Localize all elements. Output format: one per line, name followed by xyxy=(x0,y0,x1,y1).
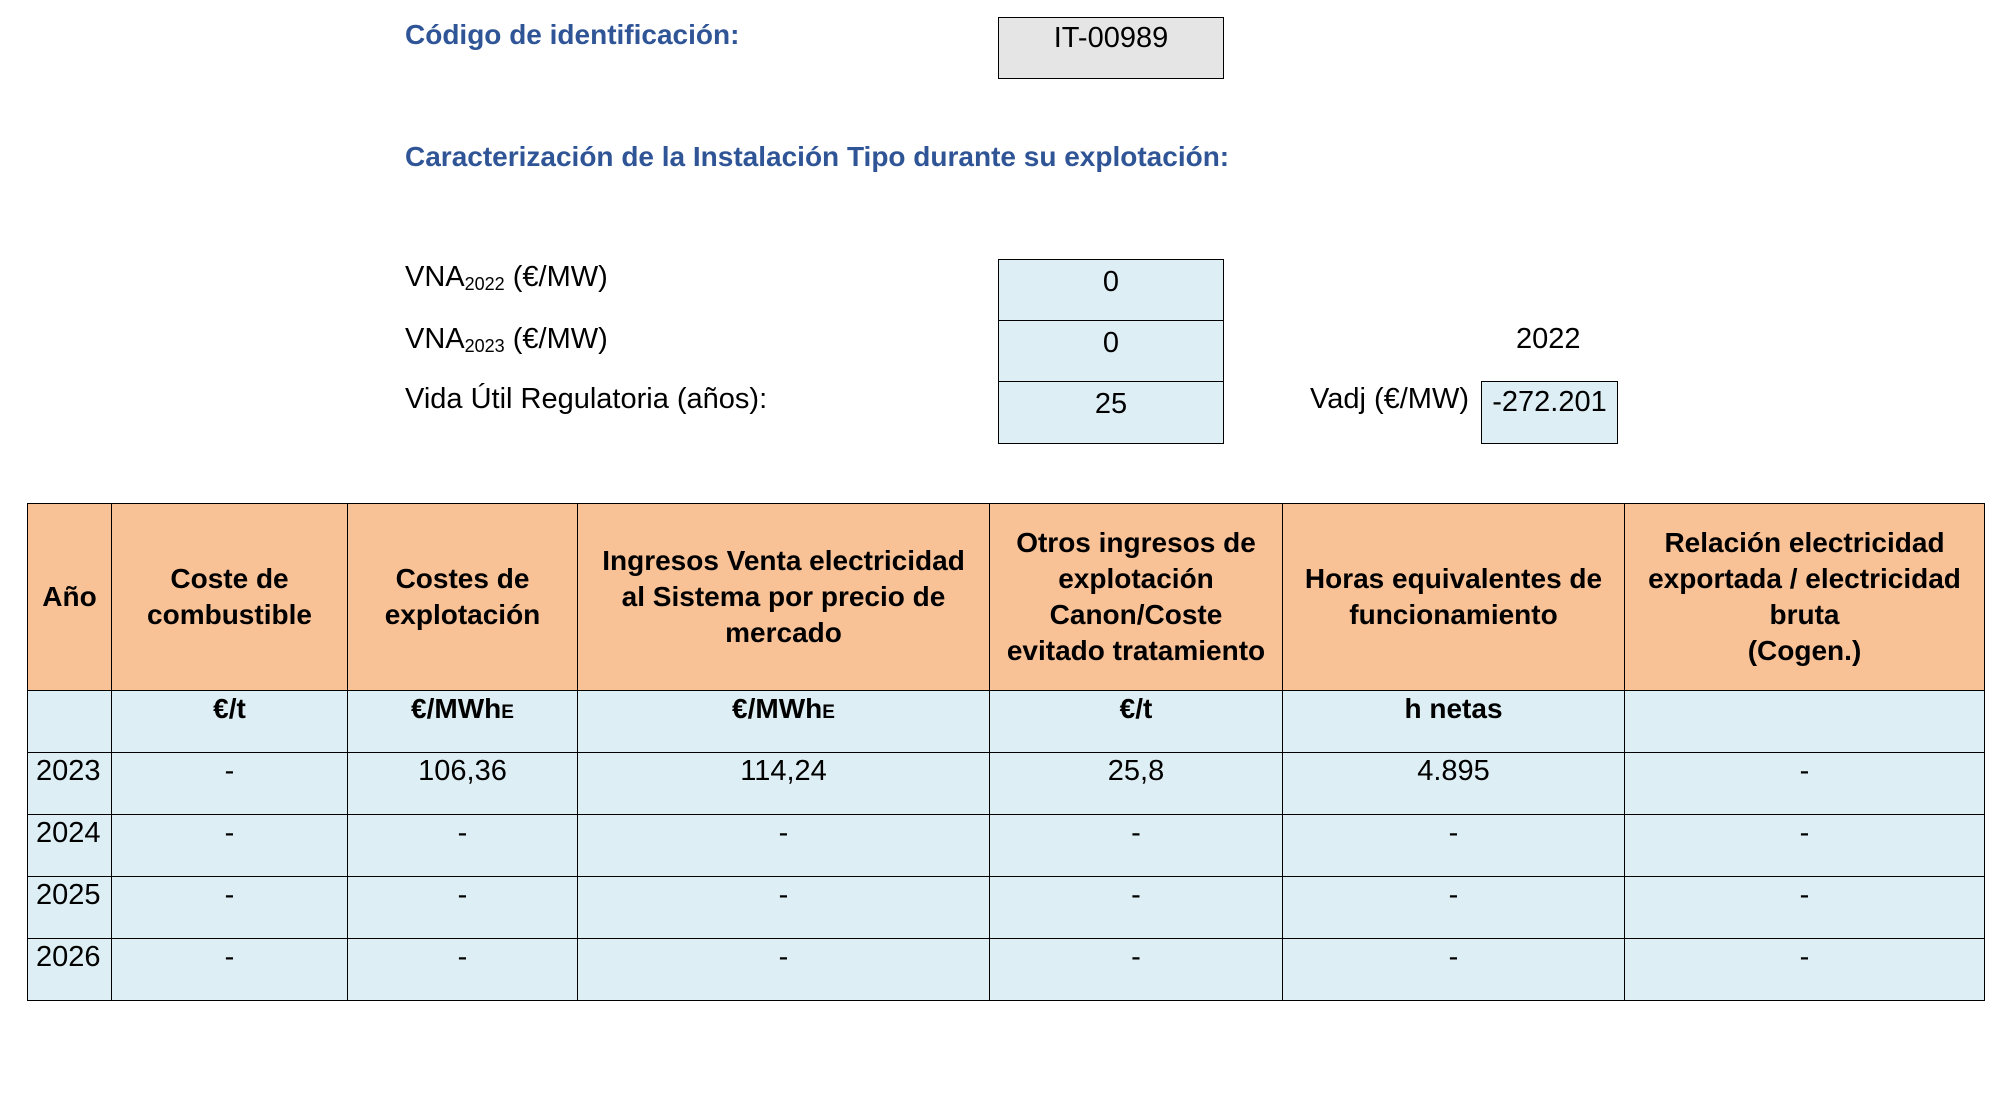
vida-util-value: 25 xyxy=(998,381,1224,444)
column-header-market-revenue: Ingresos Venta electricidad al Sistema por precio de mercado xyxy=(578,504,990,691)
table-cell: - xyxy=(578,877,990,939)
column-header-year: Año xyxy=(28,504,112,691)
table-cell: - xyxy=(112,815,348,877)
unit-cell: h netas xyxy=(1283,691,1625,753)
id-value-field: IT-00989 xyxy=(998,17,1224,79)
table-cell: - xyxy=(578,815,990,877)
unit-cell: €/MWhE xyxy=(578,691,990,753)
table-cell: - xyxy=(112,939,348,1001)
table-cell: 4.895 xyxy=(1283,753,1625,815)
table-cell: - xyxy=(1625,877,1985,939)
table-cell: - xyxy=(348,877,578,939)
vna2023-value: 0 xyxy=(998,320,1224,382)
table-cell: - xyxy=(1625,939,1985,1001)
table-cell: - xyxy=(990,939,1283,1001)
table-cell: - xyxy=(578,939,990,1001)
unit-cell: €/MWhE xyxy=(348,691,578,753)
table-row xyxy=(28,877,1985,939)
data-table xyxy=(27,503,1985,1001)
vida-util-label: Vida Útil Regulatoria (años): xyxy=(405,383,768,415)
vna2022-value: 0 xyxy=(998,259,1224,321)
table-cell: - xyxy=(1283,815,1625,877)
vadj-label: Vadj (€/MW) xyxy=(1310,383,1469,415)
reference-year: 2022 xyxy=(1516,323,1581,355)
table-row xyxy=(28,939,1985,1001)
unit-cell: €/t xyxy=(112,691,348,753)
table-cell: - xyxy=(990,877,1283,939)
column-header-electricity-ratio: Relación electricidad exportada / electricidad bruta (Cogen.) xyxy=(1625,504,1985,691)
column-header-operating-cost: Costes de explotación xyxy=(348,504,578,691)
section-title: Caracterización de la Instalación Tipo durante su explotación: xyxy=(405,141,1230,172)
table-cell: - xyxy=(112,753,348,815)
table-cell: - xyxy=(348,815,578,877)
column-header-equivalent-hours: Horas equivalentes de funcionamiento xyxy=(1283,504,1625,691)
table-row xyxy=(28,753,1985,815)
table-cell: 114,24 xyxy=(578,753,990,815)
units-row xyxy=(28,691,1985,753)
table-cell: 106,36 xyxy=(348,753,578,815)
table-cell: - xyxy=(1283,877,1625,939)
table-row xyxy=(28,815,1985,877)
vna2023-label: $VNA_{2023}$ (€/MW) xyxy=(405,323,608,356)
table-cell: 25,8 xyxy=(990,753,1283,815)
year-cell: 2026 xyxy=(28,939,112,1001)
table-cell: - xyxy=(1625,815,1985,877)
table-cell: - xyxy=(990,815,1283,877)
year-cell: 2025 xyxy=(28,877,112,939)
id-label: Código de identificación: xyxy=(405,19,740,50)
table-cell: - xyxy=(1625,753,1985,815)
year-cell: 2024 xyxy=(28,815,112,877)
unit-cell: €/t xyxy=(990,691,1283,753)
year-cell: 2023 xyxy=(28,753,112,815)
table-cell: - xyxy=(1283,939,1625,1001)
table-header-row xyxy=(28,504,1985,691)
column-header-fuel-cost: Coste de combustible xyxy=(112,504,348,691)
table-cell: - xyxy=(348,939,578,1001)
unit-cell xyxy=(1625,691,1985,753)
table-cell: - xyxy=(112,877,348,939)
vadj-value: -272.201 xyxy=(1481,381,1618,444)
column-header-other-revenue: Otros ingresos de explotación Canon/Coste evitado tratamiento xyxy=(990,504,1283,691)
unit-cell xyxy=(28,691,112,753)
vna2022-label: $VNA_{2022}$ (€/MW) xyxy=(405,261,608,294)
